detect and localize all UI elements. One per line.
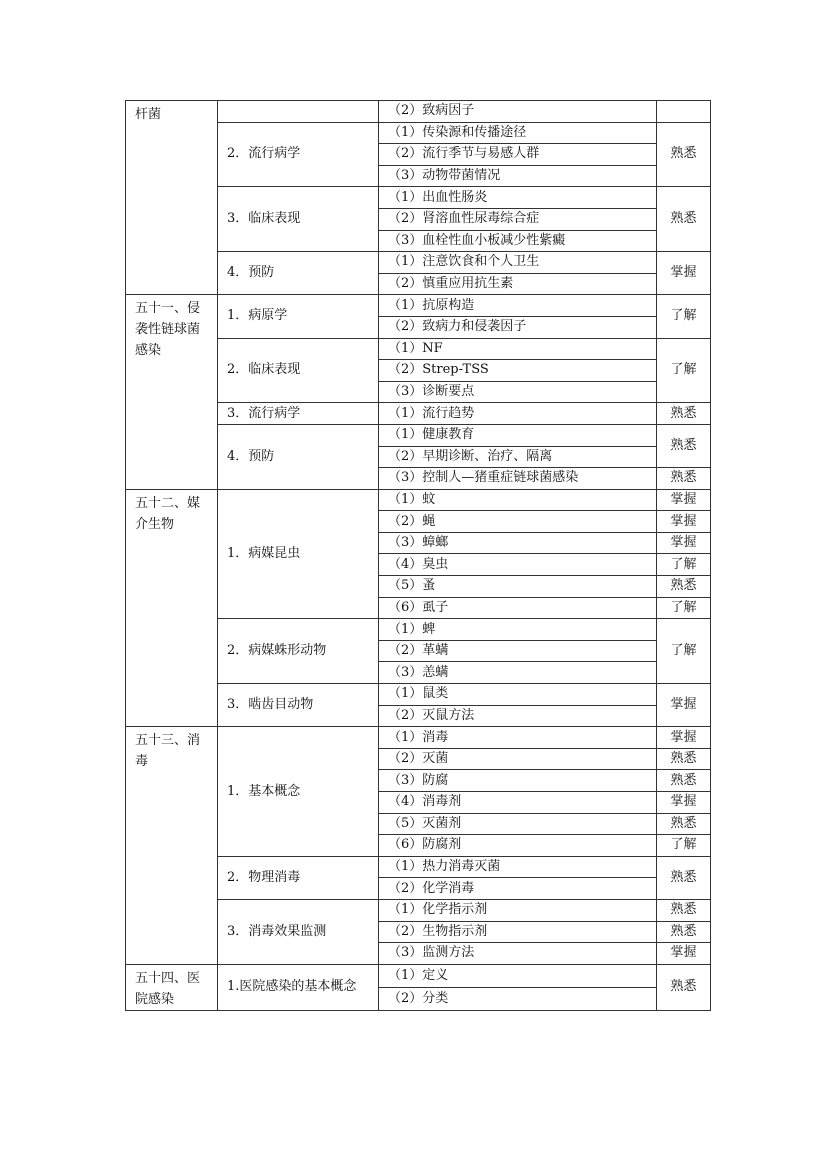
requirement-cell: 熟悉 <box>657 856 711 899</box>
element-cell: 3．流行病学 <box>218 403 379 425</box>
item-cell: （1）定义 <box>379 964 657 987</box>
item-cell: （1）注意饮食和个人卫生 <box>379 252 657 274</box>
item-cell: （2）灭鼠方法 <box>379 705 657 727</box>
requirement-cell: 掌握 <box>657 727 711 749</box>
item-cell: （6）虱子 <box>379 597 657 619</box>
requirement-cell: 掌握 <box>657 489 711 511</box>
requirement-cell: 了解 <box>657 338 711 403</box>
item-cell: （2）慎重应用抗生素 <box>379 273 657 295</box>
item-cell: （3）控制人—猪重症链球菌感染 <box>379 468 657 490</box>
requirement-cell: 熟悉 <box>657 576 711 598</box>
requirement-cell: 熟悉 <box>657 964 711 1010</box>
requirement-cell <box>657 101 711 123</box>
requirement-cell: 掌握 <box>657 511 711 533</box>
item-cell: （2）流行季节与易感人群 <box>379 144 657 166</box>
item-cell: （2）肾溶血性尿毒综合症 <box>379 208 657 230</box>
requirement-cell: 熟悉 <box>657 921 711 943</box>
requirement-cell: 掌握 <box>657 252 711 295</box>
requirement-cell: 熟悉 <box>657 813 711 835</box>
item-cell: （3）防腐 <box>379 770 657 792</box>
element-cell: 2．临床表现 <box>218 338 379 403</box>
element-cell <box>218 101 379 123</box>
item-cell: （2）革螨 <box>379 640 657 662</box>
unit-cell: 五十三、消毒 <box>126 727 218 965</box>
unit-cell: 五十一、侵袭性链球菌感染 <box>126 295 218 489</box>
requirement-cell: 了解 <box>657 554 711 576</box>
element-cell: 1.医院感染的基本概念 <box>218 964 379 1010</box>
requirement-cell: 熟悉 <box>657 468 711 490</box>
item-cell: （1）流行趋势 <box>379 403 657 425</box>
table-row <box>126 295 711 317</box>
item-cell: （1）鼠类 <box>379 684 657 706</box>
item-cell: （2）Strep-TSS <box>379 360 657 382</box>
item-cell: （2）致病力和侵袭因子 <box>379 316 657 338</box>
element-cell: 3．啮齿目动物 <box>218 684 379 727</box>
item-cell: （5）蚤 <box>379 576 657 598</box>
item-cell: （2）分类 <box>379 987 657 1010</box>
requirement-cell: 熟悉 <box>657 187 711 252</box>
requirement-cell: 了解 <box>657 619 711 684</box>
element-cell: 1．基本概念 <box>218 727 379 857</box>
item-cell: （2）灭菌 <box>379 748 657 770</box>
item-cell: （2）蝇 <box>379 511 657 533</box>
item-cell: （6）防腐剂 <box>379 835 657 857</box>
requirement-cell: 熟悉 <box>657 122 711 187</box>
item-cell: （3）动物带菌情况 <box>379 165 657 187</box>
element-cell: 3．消毒效果监测 <box>218 899 379 964</box>
requirement-cell: 掌握 <box>657 943 711 965</box>
item-cell: （1）NF <box>379 338 657 360</box>
unit-cell: 杆菌 <box>126 101 218 295</box>
requirement-cell: 了解 <box>657 835 711 857</box>
item-cell: （5）灭菌剂 <box>379 813 657 835</box>
element-cell: 3．临床表现 <box>218 187 379 252</box>
unit-cell: 五十二、媒介生物 <box>126 489 218 727</box>
item-cell: （2）早期诊断、治疗、隔离 <box>379 446 657 468</box>
item-cell: （1）化学指示剂 <box>379 899 657 921</box>
item-cell: （3）血栓性血小板减少性紫癜 <box>379 230 657 252</box>
requirement-cell: 了解 <box>657 597 711 619</box>
item-cell: （1）出血性肠炎 <box>379 187 657 209</box>
item-cell: （2）生物指示剂 <box>379 921 657 943</box>
item-cell: （3）监测方法 <box>379 943 657 965</box>
element-cell: 1．病原学 <box>218 295 379 338</box>
requirement-cell: 掌握 <box>657 792 711 814</box>
syllabus-table <box>125 100 711 1011</box>
element-cell: 2．物理消毒 <box>218 856 379 899</box>
item-cell: （2）致病因子 <box>379 101 657 123</box>
element-cell: 4．预防 <box>218 424 379 489</box>
requirement-cell: 掌握 <box>657 684 711 727</box>
requirement-cell: 熟悉 <box>657 748 711 770</box>
item-cell: （3）恙螨 <box>379 662 657 684</box>
unit-cell: 五十四、医院感染 <box>126 964 218 1010</box>
item-cell: （1）抗原构造 <box>379 295 657 317</box>
table-row <box>126 489 711 511</box>
table-row <box>126 727 711 749</box>
item-cell: （1）消毒 <box>379 727 657 749</box>
requirement-cell: 熟悉 <box>657 899 711 921</box>
element-cell: 2．病媒蛛形动物 <box>218 619 379 684</box>
element-cell: 2．流行病学 <box>218 122 379 187</box>
item-cell: （4）消毒剂 <box>379 792 657 814</box>
item-cell: （1）健康教育 <box>379 424 657 446</box>
item-cell: （1）蜱 <box>379 619 657 641</box>
item-cell: （3）蟑螂 <box>379 532 657 554</box>
item-cell: （1）蚊 <box>379 489 657 511</box>
item-cell: （2）化学消毒 <box>379 878 657 900</box>
element-cell: 4．预防 <box>218 252 379 295</box>
requirement-cell: 了解 <box>657 295 711 338</box>
syllabus-page <box>125 100 710 1011</box>
element-cell: 1．病媒昆虫 <box>218 489 379 619</box>
requirement-cell: 熟悉 <box>657 424 711 467</box>
item-cell: （3）诊断要点 <box>379 381 657 403</box>
item-cell: （4）臭虫 <box>379 554 657 576</box>
table-row <box>126 964 711 987</box>
requirement-cell: 掌握 <box>657 532 711 554</box>
requirement-cell: 熟悉 <box>657 770 711 792</box>
item-cell: （1）传染源和传播途径 <box>379 122 657 144</box>
table-row <box>126 101 711 123</box>
requirement-cell: 熟悉 <box>657 403 711 425</box>
item-cell: （1）热力消毒灭菌 <box>379 856 657 878</box>
